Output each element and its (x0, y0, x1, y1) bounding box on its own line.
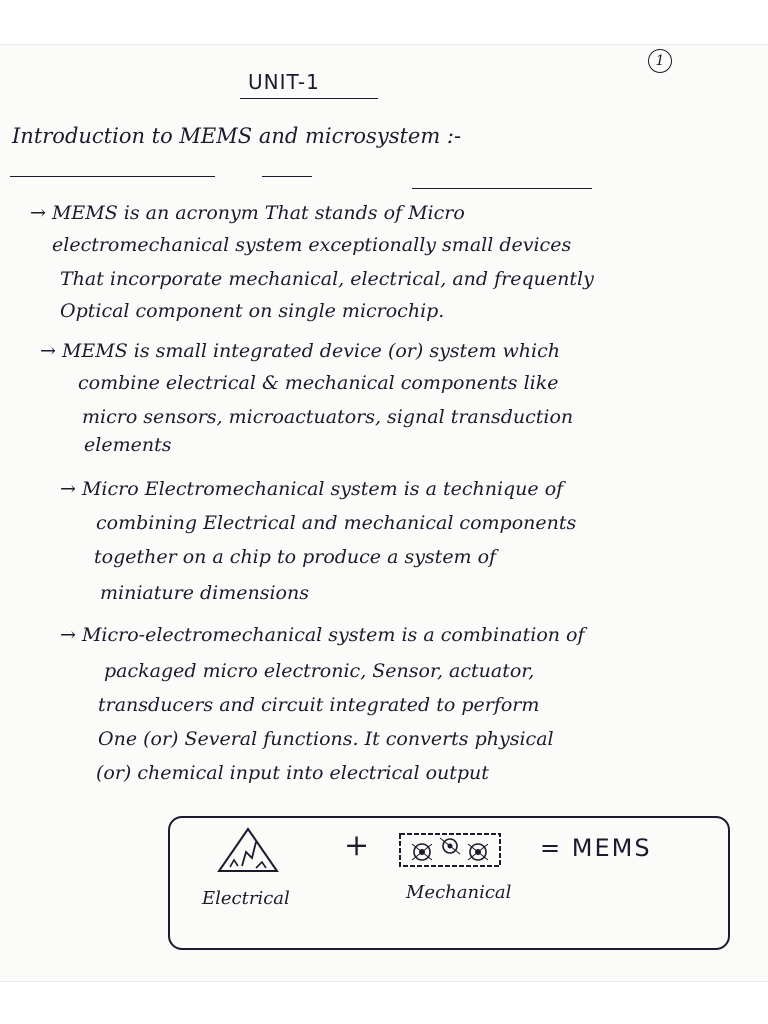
unit-title-underline (240, 98, 378, 99)
paragraph-2-line-2: combine electrical & mechanical components like (78, 372, 559, 394)
equals-mems: = MEMS (540, 834, 652, 862)
paragraph-4-line-3: transducers and circuit integrated to perform (98, 694, 540, 716)
paragraph-4-line-4: One (or) Several functions. It converts physical (98, 728, 554, 750)
plus-sign: + (344, 828, 370, 863)
paragraph-2-line-4: elements (84, 434, 172, 456)
paragraph-4-line-1: → Micro-electromechanical system is a combination of (60, 624, 585, 646)
paragraph-2-line-3: micro sensors, microactuators, signal transduction (82, 406, 574, 428)
paragraph-3-line-3: together on a chip to produce a system of (94, 546, 497, 568)
heading-underline-3 (412, 188, 592, 189)
section-heading: Introduction to MEMS and microsystem :- (12, 124, 462, 148)
paragraph-4-line-2: packaged micro electronic, Sensor, actuator, (104, 660, 535, 682)
paragraph-4-line-5: (or) chemical input into electrical output (96, 762, 489, 784)
paragraph-3-line-4: miniature dimensions (100, 582, 309, 604)
paragraph-1-line-2: electromechanical system exceptionally small devices (52, 234, 572, 256)
mechanical-label: Mechanical (406, 882, 512, 903)
paragraph-1-line-1: → MEMS is an acronym That stands of Micro (30, 202, 465, 224)
paragraph-1-line-3: That incorporate mechanical, electrical, and frequently (60, 268, 594, 290)
heading-underline-2 (262, 176, 312, 177)
heading-underline-1 (10, 176, 215, 177)
page-number: 1 (648, 49, 672, 73)
paragraph-3-line-2: combining Electrical and mechanical components (96, 512, 577, 534)
unit-title: UNIT-1 (248, 70, 320, 94)
paragraph-1-line-4: Optical component on single microchip. (60, 300, 445, 322)
electrical-label: Electrical (202, 888, 290, 909)
paragraph-3-line-1: → Micro Electromechanical system is a technique of (60, 478, 564, 500)
electrical-symbol-icon (216, 826, 280, 874)
paragraph-2-line-1: → MEMS is small integrated device (or) system which (40, 340, 560, 362)
mechanical-symbol-icon (398, 830, 502, 870)
